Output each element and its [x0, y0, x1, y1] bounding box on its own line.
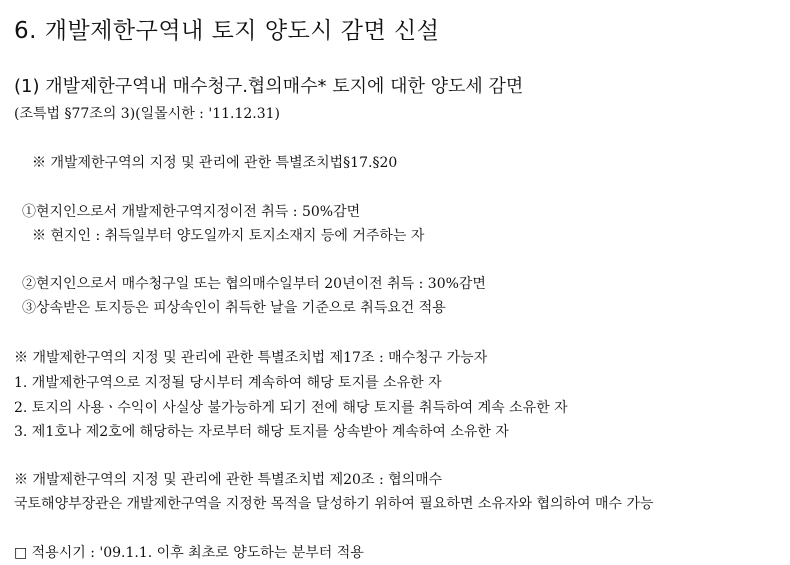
article20-text: 국토해양부장관은 개발제한구역을 지정한 목적을 달성하기 위하여 필요하면 소유자와 협의하여 매수 가능	[14, 496, 654, 512]
section-heading: 6. 개발제한구역내 토지 양도시 감면 신설	[14, 18, 440, 44]
act-reference-note: ※ 개발제한구역의 지정 및 관리에 관한 특별조치법§17.§20	[32, 155, 398, 171]
reduction-item-2: ②현지인으로서 매수청구일 또는 협의매수일부터 20년이전 취득 : 30%감면	[22, 276, 486, 292]
reduction-item-1: ①현지인으로서 개발제한구역지정이전 취득 : 50%감면	[22, 204, 361, 220]
effective-date-note: □ 적용시기 : '09.1.1. 이후 최초로 양도하는 분부터 적용	[14, 545, 364, 561]
reduction-item-3: ③상속받은 토지등은 피상속인이 취득한 날을 기준으로 취득요건 적용	[22, 300, 446, 316]
article20-title: ※ 개발제한구역의 지정 및 관리에 관한 특별조치법 제20조 : 협의매수	[14, 472, 443, 488]
article17-title: ※ 개발제한구역의 지정 및 관리에 관한 특별조치법 제17조 : 매수청구 가능자	[14, 350, 488, 366]
subsection-heading: (1) 개발제한구역내 매수청구.협의매수* 토지에 대한 양도세 감면	[14, 76, 524, 97]
article17-list-item: 1. 개발제한구역으로 지정될 당시부터 계속하여 해당 토지를 소유한 자	[14, 375, 442, 391]
local-resident-note: ※ 현지인 : 취득일부터 양도일까지 토지소재지 등에 거주하는 자	[32, 228, 425, 244]
article17-list-item: 3. 제1호나 제2호에 해당하는 자로부터 해당 토지를 상속받아 계속하여 소유한 자	[14, 424, 509, 440]
law-citation: (조특법 §77조의 3)(일몰시한 : '11.12.31)	[14, 106, 280, 122]
article17-list-item: 2. 토지의 사용ㆍ수익이 사실상 불가능하게 되기 전에 해당 토지를 취득하여 계속 소유한 자	[14, 400, 568, 416]
